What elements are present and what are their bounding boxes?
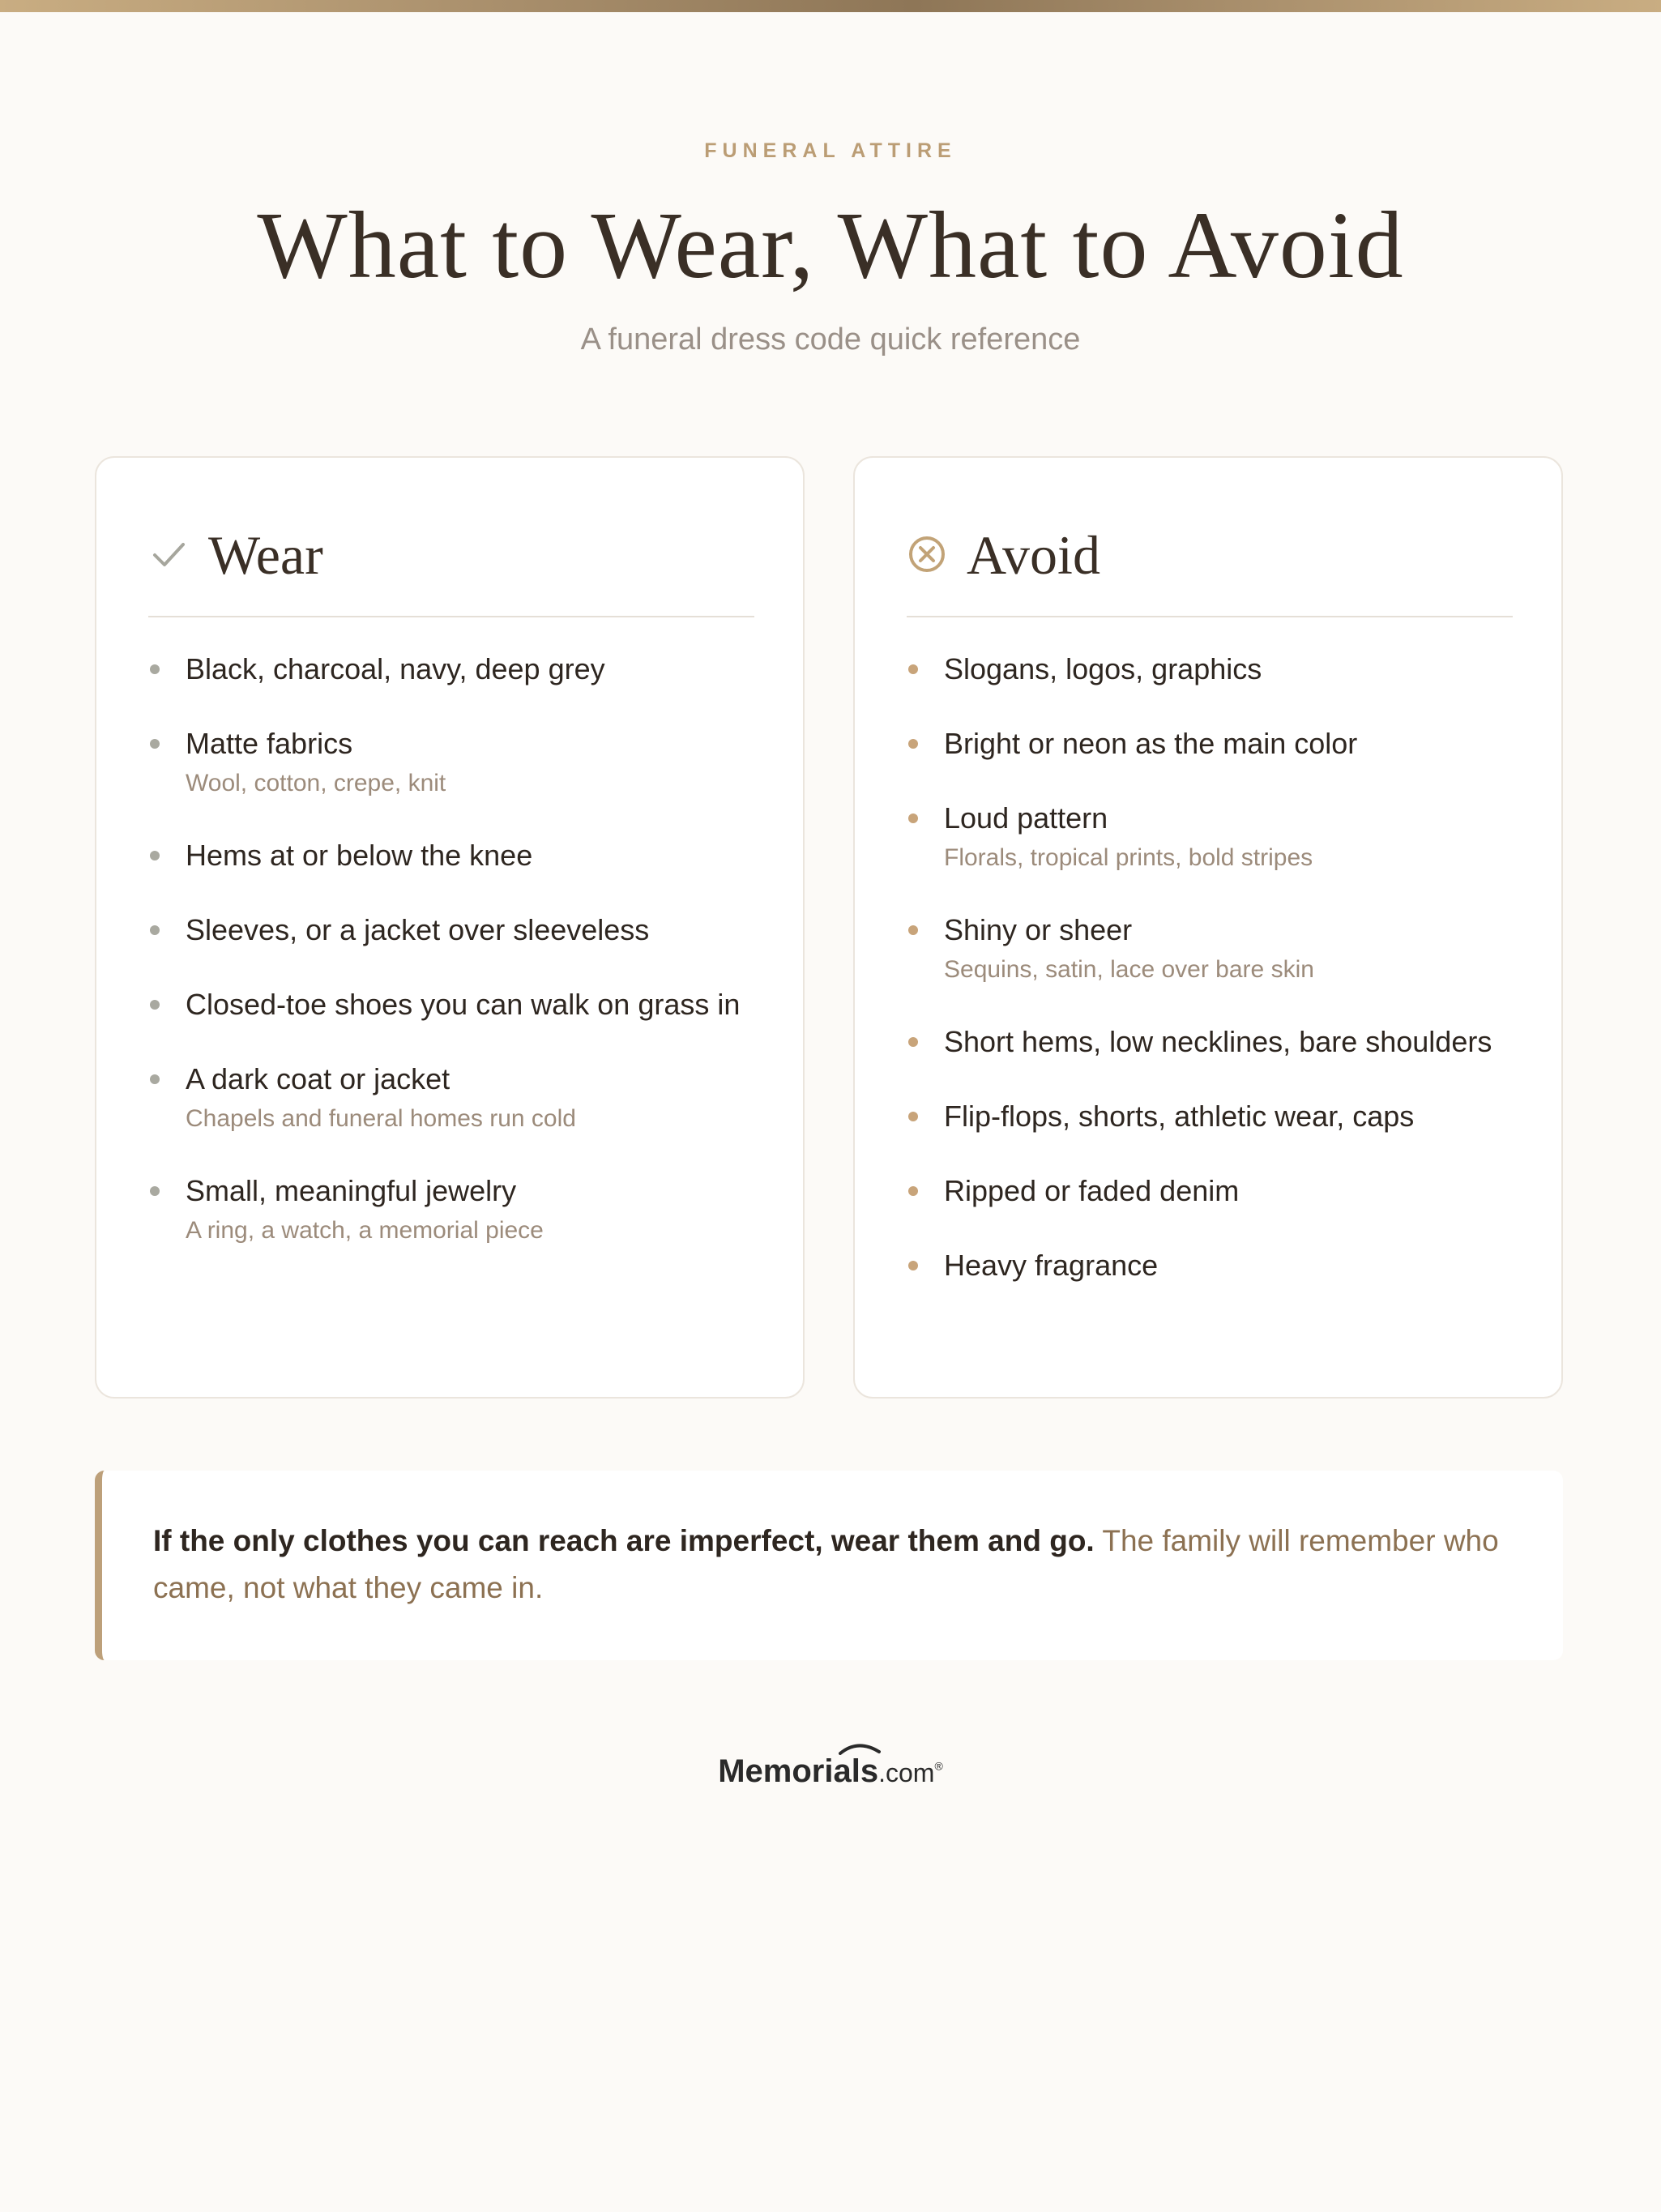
bullet-dot — [908, 925, 918, 935]
avoid-item — [907, 725, 1522, 762]
wear-item-label: Matte fabrics — [186, 727, 353, 760]
wear-list — [148, 651, 764, 1284]
avoid-item — [907, 1023, 1522, 1061]
logo-name: Memorials — [718, 1753, 879, 1790]
avoid-list — [907, 651, 1522, 1322]
closing-callout — [95, 1471, 1563, 1660]
check-icon — [148, 534, 189, 574]
avoid-divider — [907, 616, 1513, 617]
avoid-item — [907, 651, 1522, 688]
x-circle-icon — [907, 534, 947, 574]
memorials-logo[interactable] — [717, 1744, 944, 1789]
bullet-dot — [150, 1000, 160, 1010]
wear-card-header — [148, 523, 756, 587]
page-title: What to Wear, What to Avoid — [257, 192, 1404, 298]
wear-item-label: Small, meaningful jewelry — [186, 1174, 517, 1207]
wear-item — [148, 986, 764, 1023]
wear-item-detail: Chapels and funeral homes run cold — [186, 1105, 576, 1132]
wear-item — [148, 725, 764, 800]
wear-heading: Wear — [208, 524, 323, 586]
avoid-item-label: Flip-flops, shorts, athletic wear, caps — [944, 1100, 1415, 1133]
avoid-item-detail: Florals, tropical prints, bold stripes — [944, 844, 1313, 871]
avoid-heading: Avoid — [967, 524, 1100, 586]
bullet-dot — [150, 1186, 160, 1196]
bullet-dot — [150, 739, 160, 749]
bullet-dot — [908, 664, 918, 674]
avoid-item — [907, 1098, 1522, 1135]
avoid-card-header — [907, 523, 1514, 587]
bullet-dot — [150, 851, 160, 860]
logo-swoosh-icon — [839, 1742, 881, 1755]
avoid-item — [907, 1172, 1522, 1210]
wear-item-label: Black, charcoal, navy, deep grey — [186, 652, 605, 685]
wear-item — [148, 912, 764, 949]
avoid-item-detail: Sequins, satin, lace over bare skin — [944, 956, 1314, 983]
page-eyebrow: FUNERAL ATTIRE — [704, 139, 957, 162]
bullet-dot — [908, 739, 918, 749]
bullet-dot — [908, 1186, 918, 1196]
avoid-item — [907, 800, 1522, 874]
bullet-dot — [908, 1037, 918, 1047]
bullet-dot — [150, 664, 160, 674]
avoid-item — [907, 1247, 1522, 1284]
logo-registered-mark: ® — [934, 1760, 943, 1773]
avoid-item-label: Loud pattern — [944, 801, 1108, 835]
avoid-item-label: Ripped or faded denim — [944, 1174, 1240, 1207]
bullet-dot — [908, 1261, 918, 1270]
wear-item-detail: Wool, cotton, crepe, knit — [186, 770, 446, 796]
wear-item — [148, 1061, 764, 1135]
avoid-item-label: Short hems, low necklines, bare shoulders — [944, 1025, 1492, 1058]
avoid-item-label: Slogans, logos, graphics — [944, 652, 1262, 685]
avoid-item-label: Bright or neon as the main color — [944, 727, 1358, 760]
wear-item-label: Hems at or below the knee — [186, 839, 533, 872]
wear-item — [148, 651, 764, 688]
bullet-dot — [908, 813, 918, 823]
top-accent-bar — [0, 0, 1661, 12]
wear-item — [148, 1172, 764, 1247]
wear-item-label: A dark coat or jacket — [186, 1062, 450, 1095]
avoid-item-label: Shiny or sheer — [944, 913, 1133, 946]
callout-strong-text: If the only clothes you can reach are imperfect, wear them and go. — [153, 1524, 1095, 1557]
wear-item-detail: A ring, a watch, a memorial piece — [186, 1217, 544, 1244]
wear-divider — [148, 616, 754, 617]
wear-card — [95, 456, 805, 1399]
bullet-dot — [150, 925, 160, 935]
avoid-item — [907, 912, 1522, 986]
logo-suffix: .com — [878, 1758, 935, 1788]
logo-wordmark — [718, 1753, 943, 1789]
bullet-dot — [150, 1074, 160, 1084]
wear-item — [148, 837, 764, 874]
bullet-dot — [908, 1112, 918, 1121]
wear-item-label: Closed-toe shoes you can walk on grass in — [186, 988, 741, 1021]
avoid-item-label: Heavy fragrance — [944, 1249, 1159, 1282]
callout-soft-text: The family will remember who came, not what they came in. — [153, 1524, 1499, 1604]
wear-item-label: Sleeves, or a jacket over sleeveless — [186, 913, 650, 946]
avoid-card — [853, 456, 1563, 1399]
page-subtitle: A funeral dress code quick reference — [580, 322, 1081, 357]
